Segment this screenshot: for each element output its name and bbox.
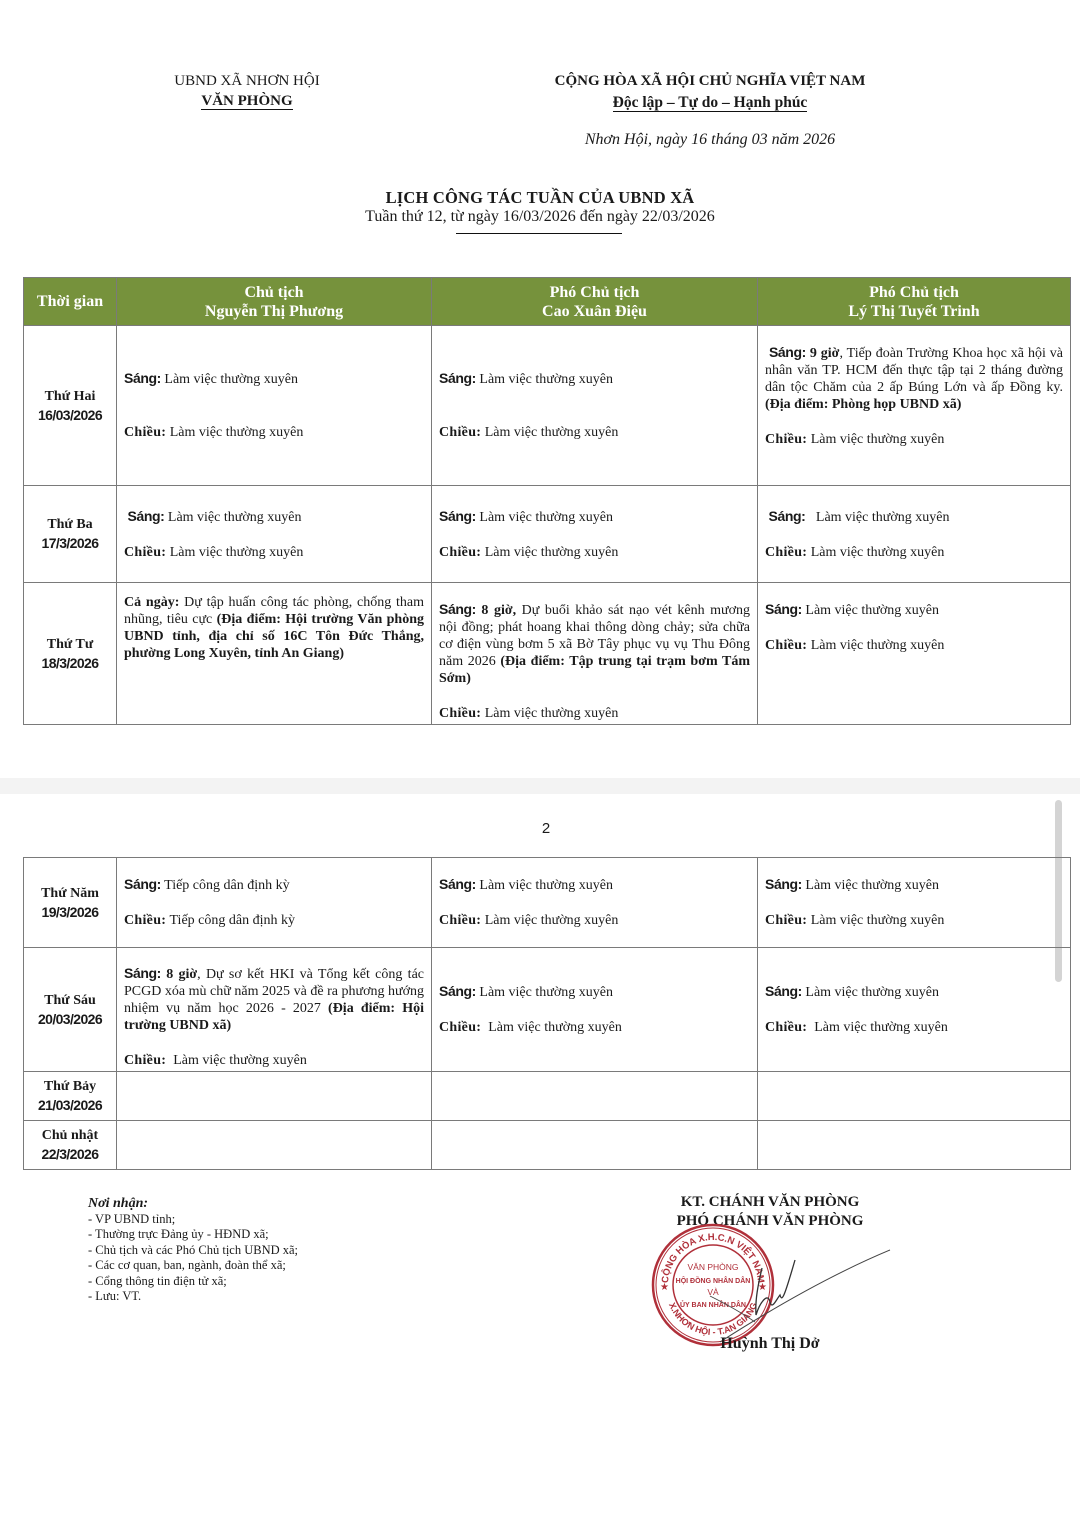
vice-chairman-1-cell: Sáng: Làm việc thường xuyên Chiều: Làm việc thường xuyên <box>432 948 758 1072</box>
vice-chairman-1-cell: Sáng: 8 giờ, Dự buổi khảo sát nạo vét kênh mương nội đồng; phát hoang khai thông dòng chảy; sửa chữa cơ điện vùng bơm 5 xã Bờ Tây phục vụ vụ Thu Đông năm 2026 (Địa điểm: Tập trung tại trạm bơm Tám Sớm) Chiều: Làm việc thường xuyên <box>432 583 758 725</box>
recipient-item: - Lưu: VT. <box>88 1289 142 1303</box>
chairman-cell: Sáng: 8 giờ, Dự sơ kết HKI và Tổng kết công tác PCGD xóa mù chữ năm 2025 và đề ra phương hướng nhiệm vụ năm học 2026 - 2027 (Địa điểm: Hội trường UBND xã) Chiều: Làm việc thường xuyên <box>117 948 432 1072</box>
day-cell: Thứ Năm 19/3/2026 <box>24 858 117 948</box>
handwritten-signature-icon <box>700 1240 900 1350</box>
chairman-cell: Sáng: Làm việc thường xuyên Chiều: Làm việc thường xuyên <box>117 486 432 583</box>
table-row <box>24 1072 1071 1121</box>
document-subtitle: Tuần thứ 12, từ ngày 16/03/2026 đến ngày 22/03/2026 <box>365 208 715 225</box>
col-header-vice-chairman-2: Phó Chủ tịch Lý Thị Tuyết Trinh <box>758 278 1071 326</box>
svg-text:★: ★ <box>758 1282 767 1293</box>
recipient-item: - Thường trực Đảng ủy - HĐND xã; <box>88 1227 269 1241</box>
place-date: Nhơn Hội, ngày 16 tháng 03 năm 2026 <box>584 131 836 148</box>
vice-chairman-2-cell: Sáng: 9 giờ, Tiếp đoàn Trường Khoa học xã hội và nhân văn TP. HCM đến thực tập tại 2 tháng đường dân tộc Chăm của 2 ấp Búng Lớn và ấp Đồng ky. (Địa điểm: Phòng họp UBND xã) Chiều: Làm việc thường xuyên <box>758 326 1071 486</box>
day-cell: Thứ Sáu 20/03/2026 <box>24 948 117 1072</box>
national-title: CỘNG HÒA XÃ HỘI CHỦ NGHĨA VIỆT NAM <box>554 73 866 89</box>
chairman-cell: Cả ngày: Dự tập huấn công tác phòng, chống tham nhũng, tiêu cực (Địa điểm: Hội trường Văn phòng UBND tỉnh, địa chỉ số 16C Tôn Đức Thắng, phường Long Xuyên, tỉnh An Giang) <box>117 583 432 725</box>
national-motto <box>500 93 920 112</box>
chairman-cell <box>117 1072 432 1121</box>
chairman-cell: Sáng: Làm việc thường xuyên Chiều: Làm việc thường xuyên <box>117 326 432 486</box>
day-cell: Thứ Bảy 21/03/2026 <box>24 1072 117 1121</box>
day-cell: Thứ Ba 17/3/2026 <box>24 486 117 583</box>
col-header-vice-chairman-1: Phó Chủ tịch Cao Xuân Điệu <box>432 278 758 326</box>
recipients-block <box>88 1196 388 1305</box>
vice-chairman-1-cell <box>432 1072 758 1121</box>
vice-chairman-2-cell: Sáng: Làm việc thường xuyên Chiều: Làm việc thường xuyên <box>758 486 1071 583</box>
vice-chairman-1-cell: Sáng: Làm việc thường xuyên Chiều: Làm việc thường xuyên <box>432 326 758 486</box>
vice-chairman-2-cell <box>758 1072 1071 1121</box>
vice-chairman-1-cell <box>432 1121 758 1170</box>
table-row <box>24 948 1071 1072</box>
org-department <box>120 92 374 111</box>
schedule-table-page2 <box>23 857 1071 1170</box>
stamp-bottom-text: X.NHƠN HỘI - T.AN GIANG <box>666 1300 760 1338</box>
page-number: 2 <box>541 820 551 837</box>
recipient-item: - Các cơ quan, ban, ngành, đoàn thể xã; <box>88 1258 286 1272</box>
day-cell: Thứ Tư 18/3/2026 <box>24 583 117 725</box>
svg-text:★: ★ <box>660 1282 669 1293</box>
document-title: LỊCH CÔNG TÁC TUẦN CỦA UBND XÃ <box>385 188 695 207</box>
title-divider <box>456 233 622 234</box>
vice-chairman-2-cell: Sáng: Làm việc thường xuyên Chiều: Làm việc thường xuyên <box>758 948 1071 1072</box>
recipients-title: Nơi nhận: <box>88 1196 149 1211</box>
table-row <box>24 583 1071 725</box>
svg-text:ỦY BAN NHÂN DÂN: ỦY BAN NHÂN DÂN <box>680 1302 746 1309</box>
org-department-text: VĂN PHÒNG <box>201 93 293 109</box>
col-header-chairman: Chủ tịch Nguyễn Thị Phương <box>117 278 432 326</box>
table-row <box>24 858 1071 948</box>
chairman-cell: Sáng: Tiếp công dân định kỳ Chiều: Tiếp công dân định kỳ <box>117 858 432 948</box>
svg-text:HỘI ĐỒNG NHÂN DÂN: HỘI ĐỒNG NHÂN DÂN <box>675 1278 751 1285</box>
signer-name: Huỳnh Thị Dở <box>720 1335 820 1352</box>
col-header-time: Thời gian <box>24 278 117 326</box>
table-header-row <box>24 278 1071 326</box>
day-cell: Chủ nhật 22/3/2026 <box>24 1121 117 1170</box>
stamp-outer-text: CỘNG HÒA X.H.C.N VIỆT NAM <box>659 1231 767 1284</box>
svg-text:VÀ: VÀ <box>707 1287 719 1297</box>
day-cell: Thứ Hai 16/03/2026 <box>24 326 117 486</box>
table-row <box>24 486 1071 583</box>
recipient-item: - Cổng thông tin điện tử xã; <box>88 1273 227 1288</box>
table-row <box>24 1121 1071 1170</box>
svg-text:VĂN PHÒNG: VĂN PHÒNG <box>687 1262 739 1272</box>
org-name: UBND XÃ NHƠN HỘI <box>174 73 320 89</box>
schedule-table-page1 <box>23 277 1071 725</box>
recipient-item: - VP UBND tỉnh; <box>88 1211 176 1226</box>
signature-title-line2: PHÓ CHÁNH VĂN PHÒNG <box>676 1213 864 1229</box>
vice-chairman-1-cell: Sáng: Làm việc thường xuyên Chiều: Làm việc thường xuyên <box>432 858 758 948</box>
vice-chairman-2-cell: Sáng: Làm việc thường xuyên Chiều: Làm việc thường xuyên <box>758 583 1071 725</box>
vice-chairman-2-cell: Sáng: Làm việc thường xuyên Chiều: Làm việc thường xuyên <box>758 858 1071 948</box>
vice-chairman-2-cell <box>758 1121 1071 1170</box>
chairman-cell <box>117 1121 432 1170</box>
table-row <box>24 326 1071 486</box>
recipient-item: - Chủ tịch và các Phó Chủ tịch UBND xã; <box>88 1242 299 1257</box>
signature-title-line1: KT. CHÁNH VĂN PHÒNG <box>680 1194 860 1210</box>
page-separator <box>0 778 1080 794</box>
vice-chairman-1-cell: Sáng: Làm việc thường xuyên Chiều: Làm việc thường xuyên <box>432 486 758 583</box>
national-motto-text: Độc lập – Tự do – Hạnh phúc <box>612 94 808 111</box>
